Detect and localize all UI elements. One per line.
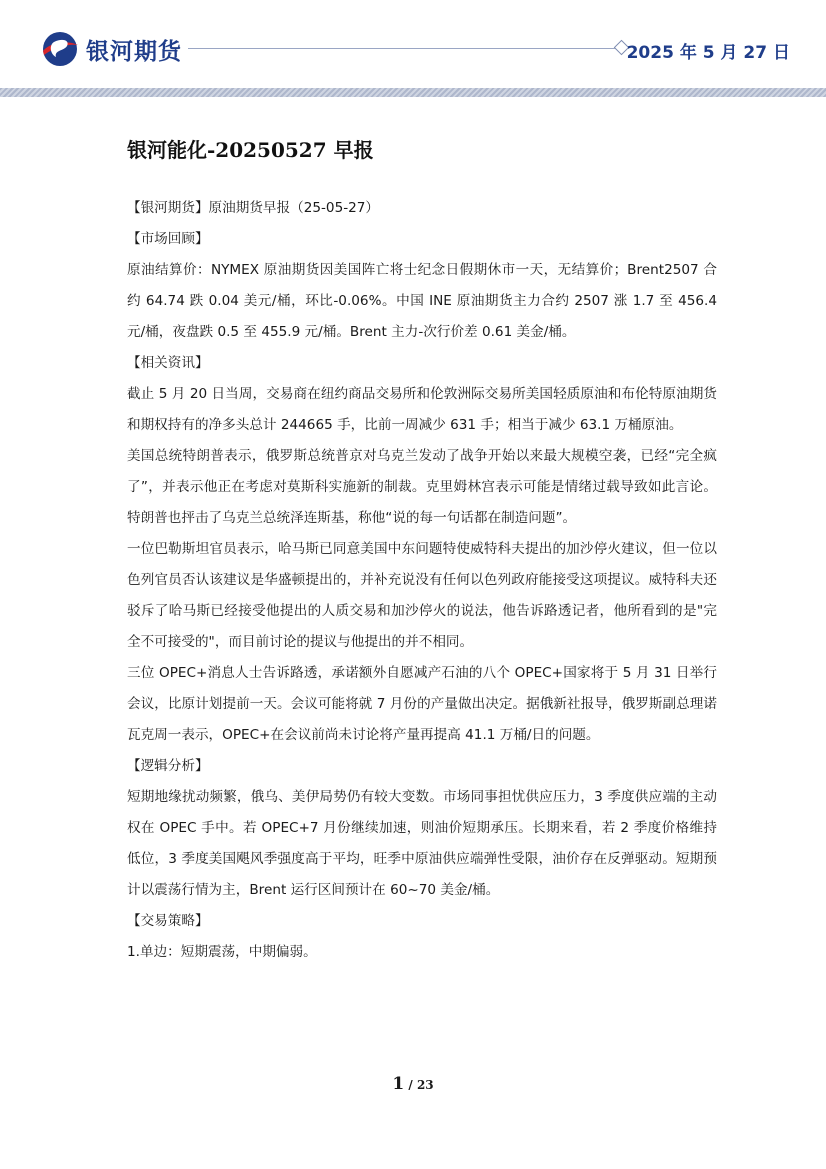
paragraph-positions: 截止 5 月 20 日当周，交易商在纽约商品交易所和伦敦洲际交易所美国轻质原油和布伦特原油期货和期权持有的净多头总计 244665 手，比前一周减少 631 手；相当于减少 63.1 万桶原油。: [127, 386, 717, 433]
paragraph-opec: 三位 OPEC+消息人士告诉路透，承诺额外自愿减产石油的八个 OPEC+国家将于 5 月 31 日举行会议，比原计划提前一天。会议可能将就 7 月份的产量做出决定。据俄新社报导，俄罗斯副总理诺瓦克周一表示，OPEC+在会议前尚未讨论将产量再提高 41.1 万桶/日的问题。: [127, 665, 717, 743]
section-heading-news: 【相关资讯】: [127, 355, 209, 371]
paragraph-gaza: 一位巴勒斯坦官员表示，哈马斯已同意美国中东问题特使威特科夫提出的加沙停火建议，但一位以色列官员否认该建议是华盛顿提出的，并补充说没有任何以色列政府能接受这项提议。威特科夫还驳斥了哈马斯已经接受他提出的人质交易和加沙停火的说法，他告诉路透记者，他所看到的是"完全不可接受的"，而目前讨论的提议与他提出的并不相同。: [127, 541, 717, 650]
page-separator: /: [404, 1078, 417, 1092]
document-title: 银河能化-20250527 早报: [127, 138, 374, 162]
paragraph-single-side: 1.单边：短期震荡，中期偏弱。: [127, 944, 317, 960]
header-band: [0, 88, 826, 97]
galaxy-logo-icon: [40, 30, 80, 68]
section-heading-strategy: 【交易策略】: [127, 913, 209, 929]
company-logo: [40, 30, 182, 68]
page-total: 23: [416, 1078, 434, 1092]
section-heading-logic: 【逻辑分析】: [127, 758, 209, 774]
paragraph-settlement: 原油结算价：NYMEX 原油期货因美国阵亡将士纪念日假期休市一天，无结算价；Brent2507 合约 64.74 跌 0.04 美元/桶，环比-0.06%。中国 INE 原油期货主力合约 2507 涨 1.7 至 456.4 元/桶，夜盘跌 0.5 至 455.9 元/桶。Brent 主力-次行价差 0.61 美金/桶。: [127, 262, 717, 340]
section-heading-market-review: 【市场回顾】: [127, 231, 209, 247]
document-body: [127, 193, 717, 968]
paragraph-logic: 短期地缘扰动频繁，俄乌、美伊局势仍有较大变数。市场同事担忧供应压力，3 季度供应端的主动权在 OPEC 手中。若 OPEC+7 月份继续加速，则油价短期承压。长期来看，若 2 季度价格维持低位，3 季度美国飓风季强度高于平均，旺季中原油供应端弹性受限，油价存在反弹驱动。短期预计以震荡行情为主，Brent 运行区间预计在 60~70 美金/桶。: [127, 789, 717, 898]
report-date: 2025 年 5 月 27 日: [626, 43, 790, 63]
page-header: [0, 0, 826, 100]
header-rule: [188, 48, 616, 49]
report-source-line: 【银河期货】原油期货早报（25-05-27）: [127, 200, 380, 216]
page-current: 1: [392, 1074, 405, 1094]
company-name: 银河期货: [86, 38, 182, 65]
paragraph-trump: 美国总统特朗普表示，俄罗斯总统普京对乌克兰发动了战争开始以来最大规模空袭，已经“完全疯了”，并表示他正在考虑对莫斯科实施新的制裁。克里姆林宫表示可能是情绪过载导致如此言论。特朗普也抨击了乌克兰总统泽连斯基，称他“说的每一句话都在制造问题”。: [127, 448, 717, 526]
page-number: [0, 1074, 826, 1094]
